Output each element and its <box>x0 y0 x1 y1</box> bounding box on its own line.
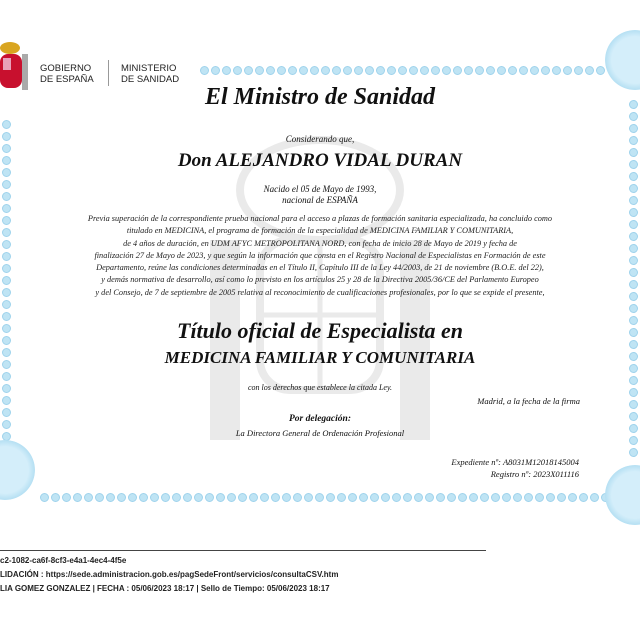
border-dot <box>513 493 522 502</box>
certificate-body <box>0 213 640 299</box>
border-dot <box>277 66 286 75</box>
gov-line2: DE ESPAÑA <box>40 74 94 85</box>
border-dot <box>568 493 577 502</box>
border-dot <box>62 493 71 502</box>
body-line: Departamento, reúne las condiciones determinadas en el Título II, Capítulo III de la Ley 44/2003, de 21 de noviembre (B.O.E. del 22), <box>96 263 544 273</box>
border-dot <box>629 112 638 121</box>
border-dot <box>211 66 220 75</box>
border-dot <box>541 66 550 75</box>
border-dot <box>574 66 583 75</box>
border-dot <box>337 493 346 502</box>
logo-divider <box>108 60 109 86</box>
border-dot <box>271 493 280 502</box>
border-dot <box>354 66 363 75</box>
border-dot <box>535 493 544 502</box>
border-dot <box>486 66 495 75</box>
body-line: titulado en MEDICINA, el programa de formación de la especialidad de MEDICINA FAMILIAR Y COMUNITARIA, <box>126 226 514 236</box>
border-bottom-dots <box>40 493 610 502</box>
border-dot <box>425 493 434 502</box>
border-dot <box>161 493 170 502</box>
ministry-label <box>121 63 179 85</box>
border-dot <box>299 66 308 75</box>
border-dot <box>326 493 335 502</box>
border-dot <box>563 66 572 75</box>
border-dot <box>458 493 467 502</box>
border-dot <box>106 493 115 502</box>
gov-line1: GOBIERNO <box>40 63 92 74</box>
border-dot <box>194 493 203 502</box>
border-dot <box>321 66 330 75</box>
border-dot <box>288 66 297 75</box>
border-dot <box>293 493 302 502</box>
degree-title: Título oficial de Especialista en <box>177 318 463 343</box>
border-dot <box>139 493 148 502</box>
border-dot <box>332 66 341 75</box>
border-dot <box>310 66 319 75</box>
border-dot <box>227 493 236 502</box>
border-dot <box>2 300 11 309</box>
border-dot <box>238 493 247 502</box>
border-dot <box>469 493 478 502</box>
validation-url[interactable]: LIDACIÓN : https://sede.administracion.gob.es/pagSedeFront/servicios/consultaCSV.htm <box>0 570 339 579</box>
border-dot <box>128 493 137 502</box>
place-date: Madrid, a la fecha de la firma <box>477 396 580 406</box>
csv-code: c2-1082-ca6f-8cf3-e4a1-4ec4-4f5e <box>0 556 127 565</box>
border-dot <box>266 66 275 75</box>
border-dot <box>2 396 11 405</box>
border-dot <box>205 493 214 502</box>
certificate-title: El Ministro de Sanidad <box>204 84 436 110</box>
border-dot <box>508 66 517 75</box>
border-dot <box>73 493 82 502</box>
border-dot <box>359 493 368 502</box>
expediente-number: Expediente nº: A8031M12018145004 <box>451 457 579 467</box>
border-dot <box>497 66 506 75</box>
corner-rosette-bottom-left <box>0 440 35 500</box>
border-dot <box>398 66 407 75</box>
border-dot <box>343 66 352 75</box>
border-dot <box>172 493 181 502</box>
body-line: de 4 años de duración, en UDM AFYC METROPOLITANA NORD, con fecha de inicio 28 de Mayo de 2019 y fecha de <box>123 238 517 248</box>
border-dot <box>348 493 357 502</box>
border-dot <box>475 66 484 75</box>
border-dot <box>585 66 594 75</box>
body-line: y del Consejo, de 7 de septiembre de 2005 relativa al reconocimiento de cualificaciones profesionales, por lo que se expide el presente, <box>95 287 545 297</box>
border-dot <box>376 66 385 75</box>
border-dot <box>84 493 93 502</box>
border-dot <box>255 66 264 75</box>
recipient-name: Don ALEJANDRO VIDAL DURAN <box>177 150 463 171</box>
body-line: finalización 27 de Mayo de 2023, y que según la información que consta en el Registro Nacional de Especialistas en Formación de este <box>94 250 546 260</box>
border-dot <box>629 400 638 409</box>
footer-rule <box>0 550 486 551</box>
registro-number: Registro nº: 2023X011116 <box>490 469 579 479</box>
border-dot <box>51 493 60 502</box>
border-dot <box>436 493 445 502</box>
border-dot <box>216 493 225 502</box>
border-dot <box>453 66 462 75</box>
border-dot <box>2 372 11 381</box>
border-dot <box>2 204 11 213</box>
border-dot <box>447 493 456 502</box>
border-dot <box>502 493 511 502</box>
border-dot <box>552 66 561 75</box>
min-line1: MINISTERIO <box>121 63 177 74</box>
border-dot <box>260 493 269 502</box>
corner-rosette-top-right <box>605 30 640 90</box>
government-label <box>40 63 94 85</box>
border-dot <box>414 493 423 502</box>
specialty-name: MEDICINA FAMILIAR Y COMUNITARIA <box>164 348 476 367</box>
border-dot <box>117 493 126 502</box>
border-dot <box>222 66 231 75</box>
signer-title: La Directora General de Ordenación Profesional <box>235 428 405 438</box>
border-dot <box>530 66 539 75</box>
border-dot <box>480 493 489 502</box>
border-dot <box>282 493 291 502</box>
border-dot <box>629 172 638 181</box>
border-dot <box>629 448 638 457</box>
body-line: Previa superación de la correspondiente prueba nacional para el acceso a plazas de formación sanitaria especializada, ha concluido como <box>87 214 553 223</box>
border-dot <box>403 493 412 502</box>
border-dot <box>590 493 599 502</box>
border-dot <box>629 304 638 313</box>
border-dot <box>315 493 324 502</box>
min-line2: DE SANIDAD <box>121 74 180 85</box>
border-dot <box>629 124 638 133</box>
border-dot <box>95 493 104 502</box>
body-line: y demás normativa de desarrollo, así como lo previsto en los artículos 25 y 28 de la Directiva 2005/36/CE del Parlamento Europeo <box>101 275 539 285</box>
border-dot <box>431 66 440 75</box>
border-dot <box>409 66 418 75</box>
border-dot <box>442 66 451 75</box>
border-dot <box>557 493 566 502</box>
border-dot <box>464 66 473 75</box>
border-dot <box>387 66 396 75</box>
border-dot <box>40 493 49 502</box>
border-dot <box>244 66 253 75</box>
border-dot <box>524 493 533 502</box>
border-dot <box>596 66 605 75</box>
border-dot <box>249 493 258 502</box>
birth-text: Nacido el 05 de Mayo de 1993, <box>263 184 377 194</box>
border-dot <box>183 493 192 502</box>
border-dot <box>2 120 11 129</box>
border-dot <box>491 493 500 502</box>
rights-text: con los derechos que establece la citada Ley. <box>247 383 393 392</box>
border-dot <box>579 493 588 502</box>
border-top-dots <box>200 66 605 75</box>
border-dot <box>420 66 429 75</box>
border-dot <box>392 493 401 502</box>
considering-text: Considerando que, <box>285 134 355 144</box>
border-dot <box>546 493 555 502</box>
nationality-text: nacional de ESPAÑA <box>282 195 358 205</box>
border-dot <box>365 66 374 75</box>
corner-rosette-bottom-right <box>605 465 640 525</box>
border-dot <box>150 493 159 502</box>
border-dot <box>304 493 313 502</box>
border-dot <box>381 493 390 502</box>
delegation-label: Por delegación: <box>288 414 351 424</box>
border-dot <box>370 493 379 502</box>
border-dot <box>519 66 528 75</box>
border-dot <box>233 66 242 75</box>
border-dot <box>200 66 209 75</box>
signature-info: LIA GOMEZ GONZALEZ | FECHA : 05/06/2023 18:17 | Sello de Tiempo: 05/06/2023 18:17 <box>0 584 330 593</box>
